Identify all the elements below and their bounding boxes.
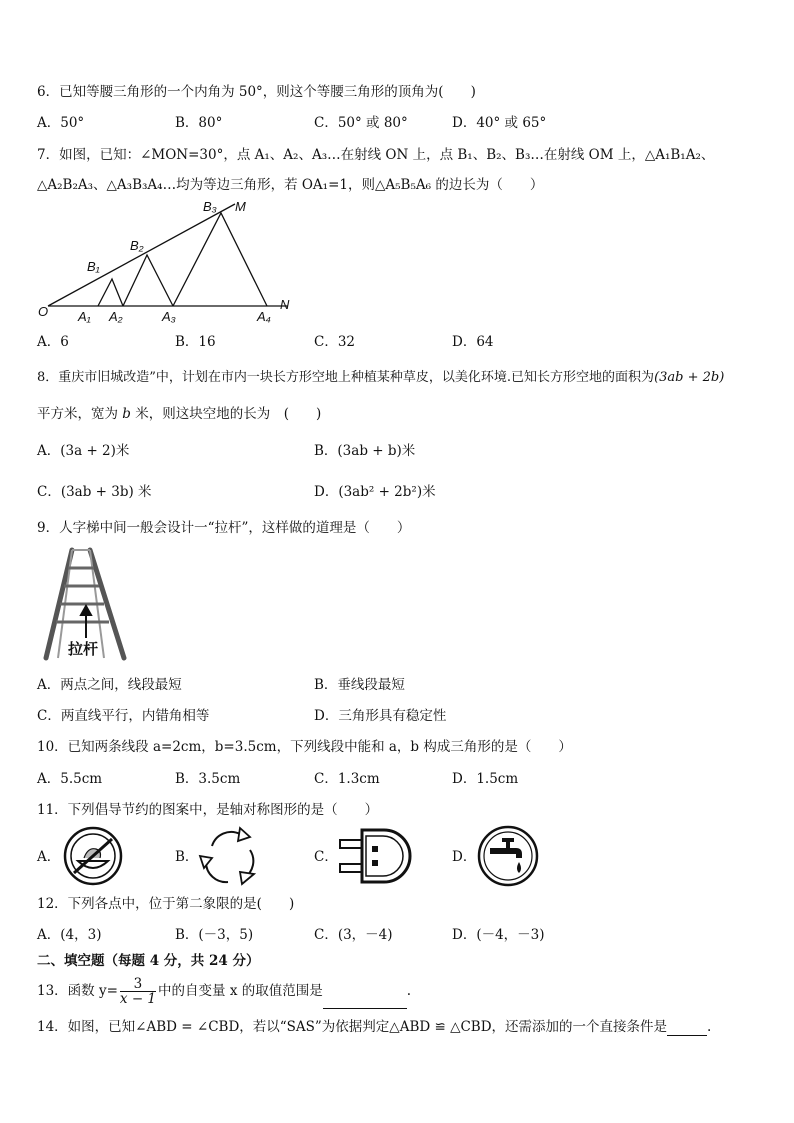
q8-area-expr: (3ab + 2b) xyxy=(654,370,725,385)
q10-option-c: C．1.3cm xyxy=(314,771,380,787)
q6-stem: 6．已知等腰三角形的一个内角为 50°，则这个等腰三角形的顶角为( ) xyxy=(37,84,476,100)
q8-stem-line1 xyxy=(37,369,724,387)
q11-option-a: A． xyxy=(37,849,61,865)
label-a4: A₄ xyxy=(257,309,271,324)
ladder-image xyxy=(42,546,130,662)
label-a2: A₂ xyxy=(109,309,123,324)
section-fill-in-blank-heading: 二、填空题（每题 4 分，共 24 分） xyxy=(37,953,260,969)
q13-denominator: x − 1 xyxy=(119,991,157,1007)
q8-width-var: b xyxy=(122,406,131,422)
q13-pre: 13．函数 y= xyxy=(37,983,118,999)
q11-option-c: C． xyxy=(314,849,338,865)
q12-option-b: B．(－3，5) xyxy=(175,927,254,943)
q11-option-b: B． xyxy=(175,849,199,865)
q10-option-b: B．3.5cm xyxy=(175,771,241,787)
power-plug-icon xyxy=(338,826,414,886)
no-food-waste-icon xyxy=(62,825,124,887)
q8-option-d: D．(3ab² + 2b²)米 xyxy=(314,484,436,500)
q12-option-a: A．(4，3) xyxy=(37,927,102,943)
q12-option-d: D．(－4，－3) xyxy=(452,927,545,943)
label-b1: B₁ xyxy=(87,259,100,274)
q13-numerator: 3 xyxy=(120,977,156,992)
q14-answer-blank[interactable] xyxy=(667,1021,707,1036)
q8-stem2-post: 米，则这块空地的长为 ( ) xyxy=(130,406,322,422)
q13-stem: 13．函数 y= $\frac{3}{x - 1}$ 中的自变量 x 的取值范围是 . xyxy=(37,976,412,1007)
q13-fraction xyxy=(120,977,156,1006)
q8-option-a: A．(3a + 2)米 xyxy=(37,443,130,459)
label-o: O xyxy=(38,304,49,319)
q11-option-d: D． xyxy=(452,849,477,865)
q7-option-b: B．16 xyxy=(175,334,216,350)
q7-triangle-figure xyxy=(30,196,300,330)
q7-stem-line1: 7．如图，已知：∠MON=30°，点 A₁、A₂、A₃…在射线 ON 上，点 B₁、B₂、B₃…在射线 OM 上，△A₁B₁A₂、 xyxy=(37,147,715,163)
q8-option-c: C．(3ab + 3b) 米 xyxy=(37,484,152,500)
q6-option-a: A．50° xyxy=(37,115,85,131)
q7-stem-line2: △A₂B₂A₃、△A₃B₃A₄…均为等边三角形，若 OA₁=1，则△A₅B₅A₆ 的边长为（ ） xyxy=(37,177,544,193)
q7-option-c: C．32 xyxy=(314,334,356,350)
q13-post: 中的自变量 x 的取值范围是 xyxy=(158,983,323,999)
label-m: M xyxy=(235,199,246,214)
q9-stem: 9．人字梯中间一般会设计一“拉杆”，这样做的道理是（ ） xyxy=(37,520,411,536)
q10-stem: 10．已知两条线段 a=2cm，b=3.5cm，下列线段中能和 a，b 构成三角形的是（ ） xyxy=(37,739,572,755)
q10-option-a: A．5.5cm xyxy=(37,771,103,787)
q9-option-d: D．三角形具有稳定性 xyxy=(314,708,447,724)
recycle-arrows-icon xyxy=(198,826,262,888)
q6-option-d: D．40° 或 65° xyxy=(452,115,547,131)
label-a1: A₁ xyxy=(78,309,91,324)
label-b2: B₂ xyxy=(130,238,144,253)
q12-stem: 12．下列各点中，位于第二象限的是( ) xyxy=(37,896,295,912)
q9-option-b: B．垂线段最短 xyxy=(314,677,405,693)
water-tap-icon xyxy=(476,824,540,888)
q7-option-d: D．64 xyxy=(452,334,494,350)
q8-stem-line2 xyxy=(37,405,321,423)
q11-stem: 11．下列倡导节约的图案中，是轴对称图形的是（ ） xyxy=(37,802,379,818)
q6-option-c: C．50° 或 80° xyxy=(314,115,408,131)
label-n: N xyxy=(280,297,290,312)
q9-option-c: C．两直线平行，内错角相等 xyxy=(37,708,210,724)
q14-stem-line: 14．如图，已知∠ABD = ∠CBD，若以“SAS”为依据判定△ABD ≌ △CBD，还需添加的一个直接条件是 . xyxy=(37,1019,712,1035)
label-a3: A₃ xyxy=(162,309,176,324)
q8-option-b: B．(3ab + b)米 xyxy=(314,443,416,459)
q7-option-a: A．6 xyxy=(37,334,69,350)
ladder-bar-label: 拉杆 xyxy=(68,640,99,658)
q12-option-c: C．(3，－4) xyxy=(314,927,393,943)
q14-stem: 14．如图，已知∠ABD = ∠CBD，若以“SAS”为依据判定△ABD ≌ △CBD，还需添加的一个直接条件是 xyxy=(37,1019,668,1035)
label-b3: B₃ xyxy=(203,199,217,214)
q8-stem2-pre: 平方米，宽为 xyxy=(37,406,123,422)
q10-option-d: D．1.5cm xyxy=(452,771,519,787)
q9-option-a: A．两点之间，线段最短 xyxy=(37,677,182,693)
q8-stem-text: 8．重庆市旧城改造”中，计划在市内一块长方形空地上种植某种草皮，以美化环境.已知长方形空地的面积为 xyxy=(37,370,655,385)
q6-option-b: B．80° xyxy=(175,115,223,131)
q13-answer-blank[interactable] xyxy=(323,994,407,1009)
